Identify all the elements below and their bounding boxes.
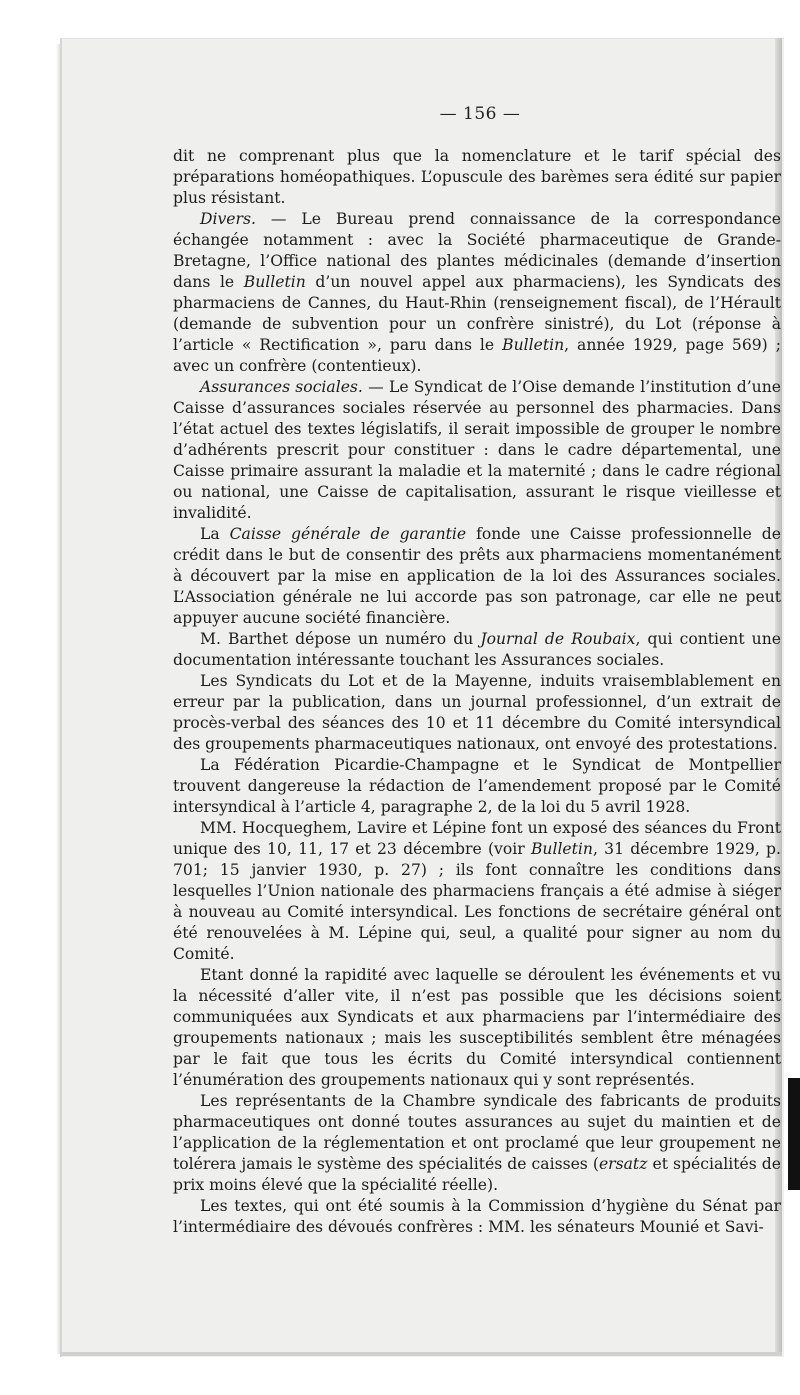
text-run: La Fédération Picardie-Champagne et le Syndicat de Montpellier trouvent dangereuse la rédaction de l’amendement proposé par le Comité intersyndical à l’article 4, paragraphe 2, de la loi du 5 avril 1928.: [173, 756, 781, 816]
paragraph: [173, 146, 781, 209]
italic-text: Bulletin: [243, 273, 306, 291]
text-run: MM. Hocqueghem, Lavire et Lépine font un exposé des séances du Front unique des 10, 11, 17 et 23 décembre (voir: [173, 819, 781, 858]
paragraph: [173, 755, 781, 818]
text-run: , qui contient une documentation intéressante touchant les Assurances sociales.: [173, 630, 781, 669]
paragraph: [173, 1196, 781, 1238]
binding-mark: [788, 1078, 800, 1190]
italic-text: Bulletin: [530, 840, 593, 858]
text-run: — Le Bureau prend connaissance de la correspondance échangée notamment : avec la Société pharmaceutique de Grande-Bretagne, l’Office national des plantes médicinales (demande d’insertion dans le: [173, 210, 781, 291]
paragraph: [173, 965, 781, 1091]
text-run: d’un nouvel appel aux pharmaciens), les Syndicats des pharmaciens de Cannes, du Haut-Rhin (renseignement fiscal), de l’Hérault (demande de subvention pour un confrère sinistré), du Lot (réponse à l’article « Rectification », paru dans le: [173, 273, 781, 354]
text-run: fonde une Caisse professionnelle de crédit dans le but de consentir des prêts aux pharmaciens momentanément à découvert par la mise en application de la loi des Assurances sociales. L’Association générale ne lui accorde pas son patronage, car elle ne peut appuyer aucune société financière.: [173, 525, 781, 627]
text-run: et spécialités de prix moins élevé que la spécialité réelle).: [173, 1155, 781, 1194]
body-text: [173, 146, 781, 1238]
paragraph: [173, 629, 781, 671]
page-number: — 156 —: [439, 104, 521, 124]
page-bottom-edge: [60, 1352, 782, 1356]
text-run: , 31 décembre 1929, p. 701; 15 janvier 1930, p. 27) ; ils font connaître les conditions dans lesquelles l’Union nationale des pharmaciens français a été admise à siéger à nouveau au Comité intersyndical. Les fonctions de secrétaire général ont été renouvelées à M. Lépine qui, seul, a qualité pour signer au nom du Comité.: [173, 840, 781, 963]
paragraph: [173, 377, 781, 524]
paragraph: [173, 209, 781, 377]
paragraph: [173, 818, 781, 965]
text-run: Les représentants de la Chambre syndicale des fabricants de produits pharmaceutiques ont donné toutes assurances au sujet du maintien et de l’application de la réglementation et ont proclamé que leur groupement ne tolérera jamais le système des spécialités de caisses (: [173, 1092, 781, 1173]
paragraph: [173, 1091, 781, 1196]
italic-text: Assurances sociales.: [200, 378, 363, 396]
italic-text: Caisse générale de garantie: [229, 525, 467, 543]
italic-text: Divers.: [200, 210, 256, 228]
text-run: Etant donné la rapidité avec laquelle se déroulent les événements et vu la nécessité d’aller vite, il n’est pas possible que les décisions soient communiquées aux Syndicats et aux pharmaciens par l’intermédiaire des groupements nationaux ; mais les susceptibilités semblent être ménagées par le fait que tous les écrits du Comité intersyndical contiennent l’énumération des groupements nationaux qui y sont représentés.: [173, 966, 781, 1089]
text-run: — Le Syndicat de l’Oise demande l’institution d’une Caisse d’assurances sociales réservée au personnel des pharmacies. Dans l’état actuel des textes législatifs, il serait impossible de grouper le nombre d’adhérents prescrit pour constituer : dans le cadre départemental, une Caisse primaire assurant la maladie et la maternité ; dans le cadre régional ou national, une Caisse de capitalisation, assurant le risque vieillesse et invalidité.: [173, 378, 781, 522]
text-run: La: [200, 525, 230, 543]
text-run: Les textes, qui ont été soumis à la Commission d’hygiène du Sénat par l’intermédiaire des dévoués confrères : MM. les sénateurs Mounié et Savi-: [173, 1197, 781, 1236]
italic-text: Journal de Roubaix: [480, 630, 636, 648]
text-run: Les Syndicats du Lot et de la Mayenne, induits vraisemblablement en erreur par la publication, dans un journal professionnel, d’un extrait de procès-verbal des séances des 10 et 11 décembre du Comité intersyndical des groupements pharmaceutiques nationaux, ont envoyé des protestations.: [173, 672, 781, 753]
italic-text: Bulletin: [502, 336, 565, 354]
text-run: M. Barthet dépose un numéro du: [200, 630, 481, 648]
paragraph: [173, 524, 781, 629]
italic-text: ersatz: [598, 1155, 648, 1173]
paragraph: [173, 671, 781, 755]
text-run: , année 1929, page 569) ; avec un confrère (contentieux).: [173, 336, 781, 375]
text-run: dit ne comprenant plus que la nomenclature et le tarif spécial des préparations homéopathiques. L’opuscule des barèmes sera édité sur papier plus résistant.: [173, 147, 781, 207]
